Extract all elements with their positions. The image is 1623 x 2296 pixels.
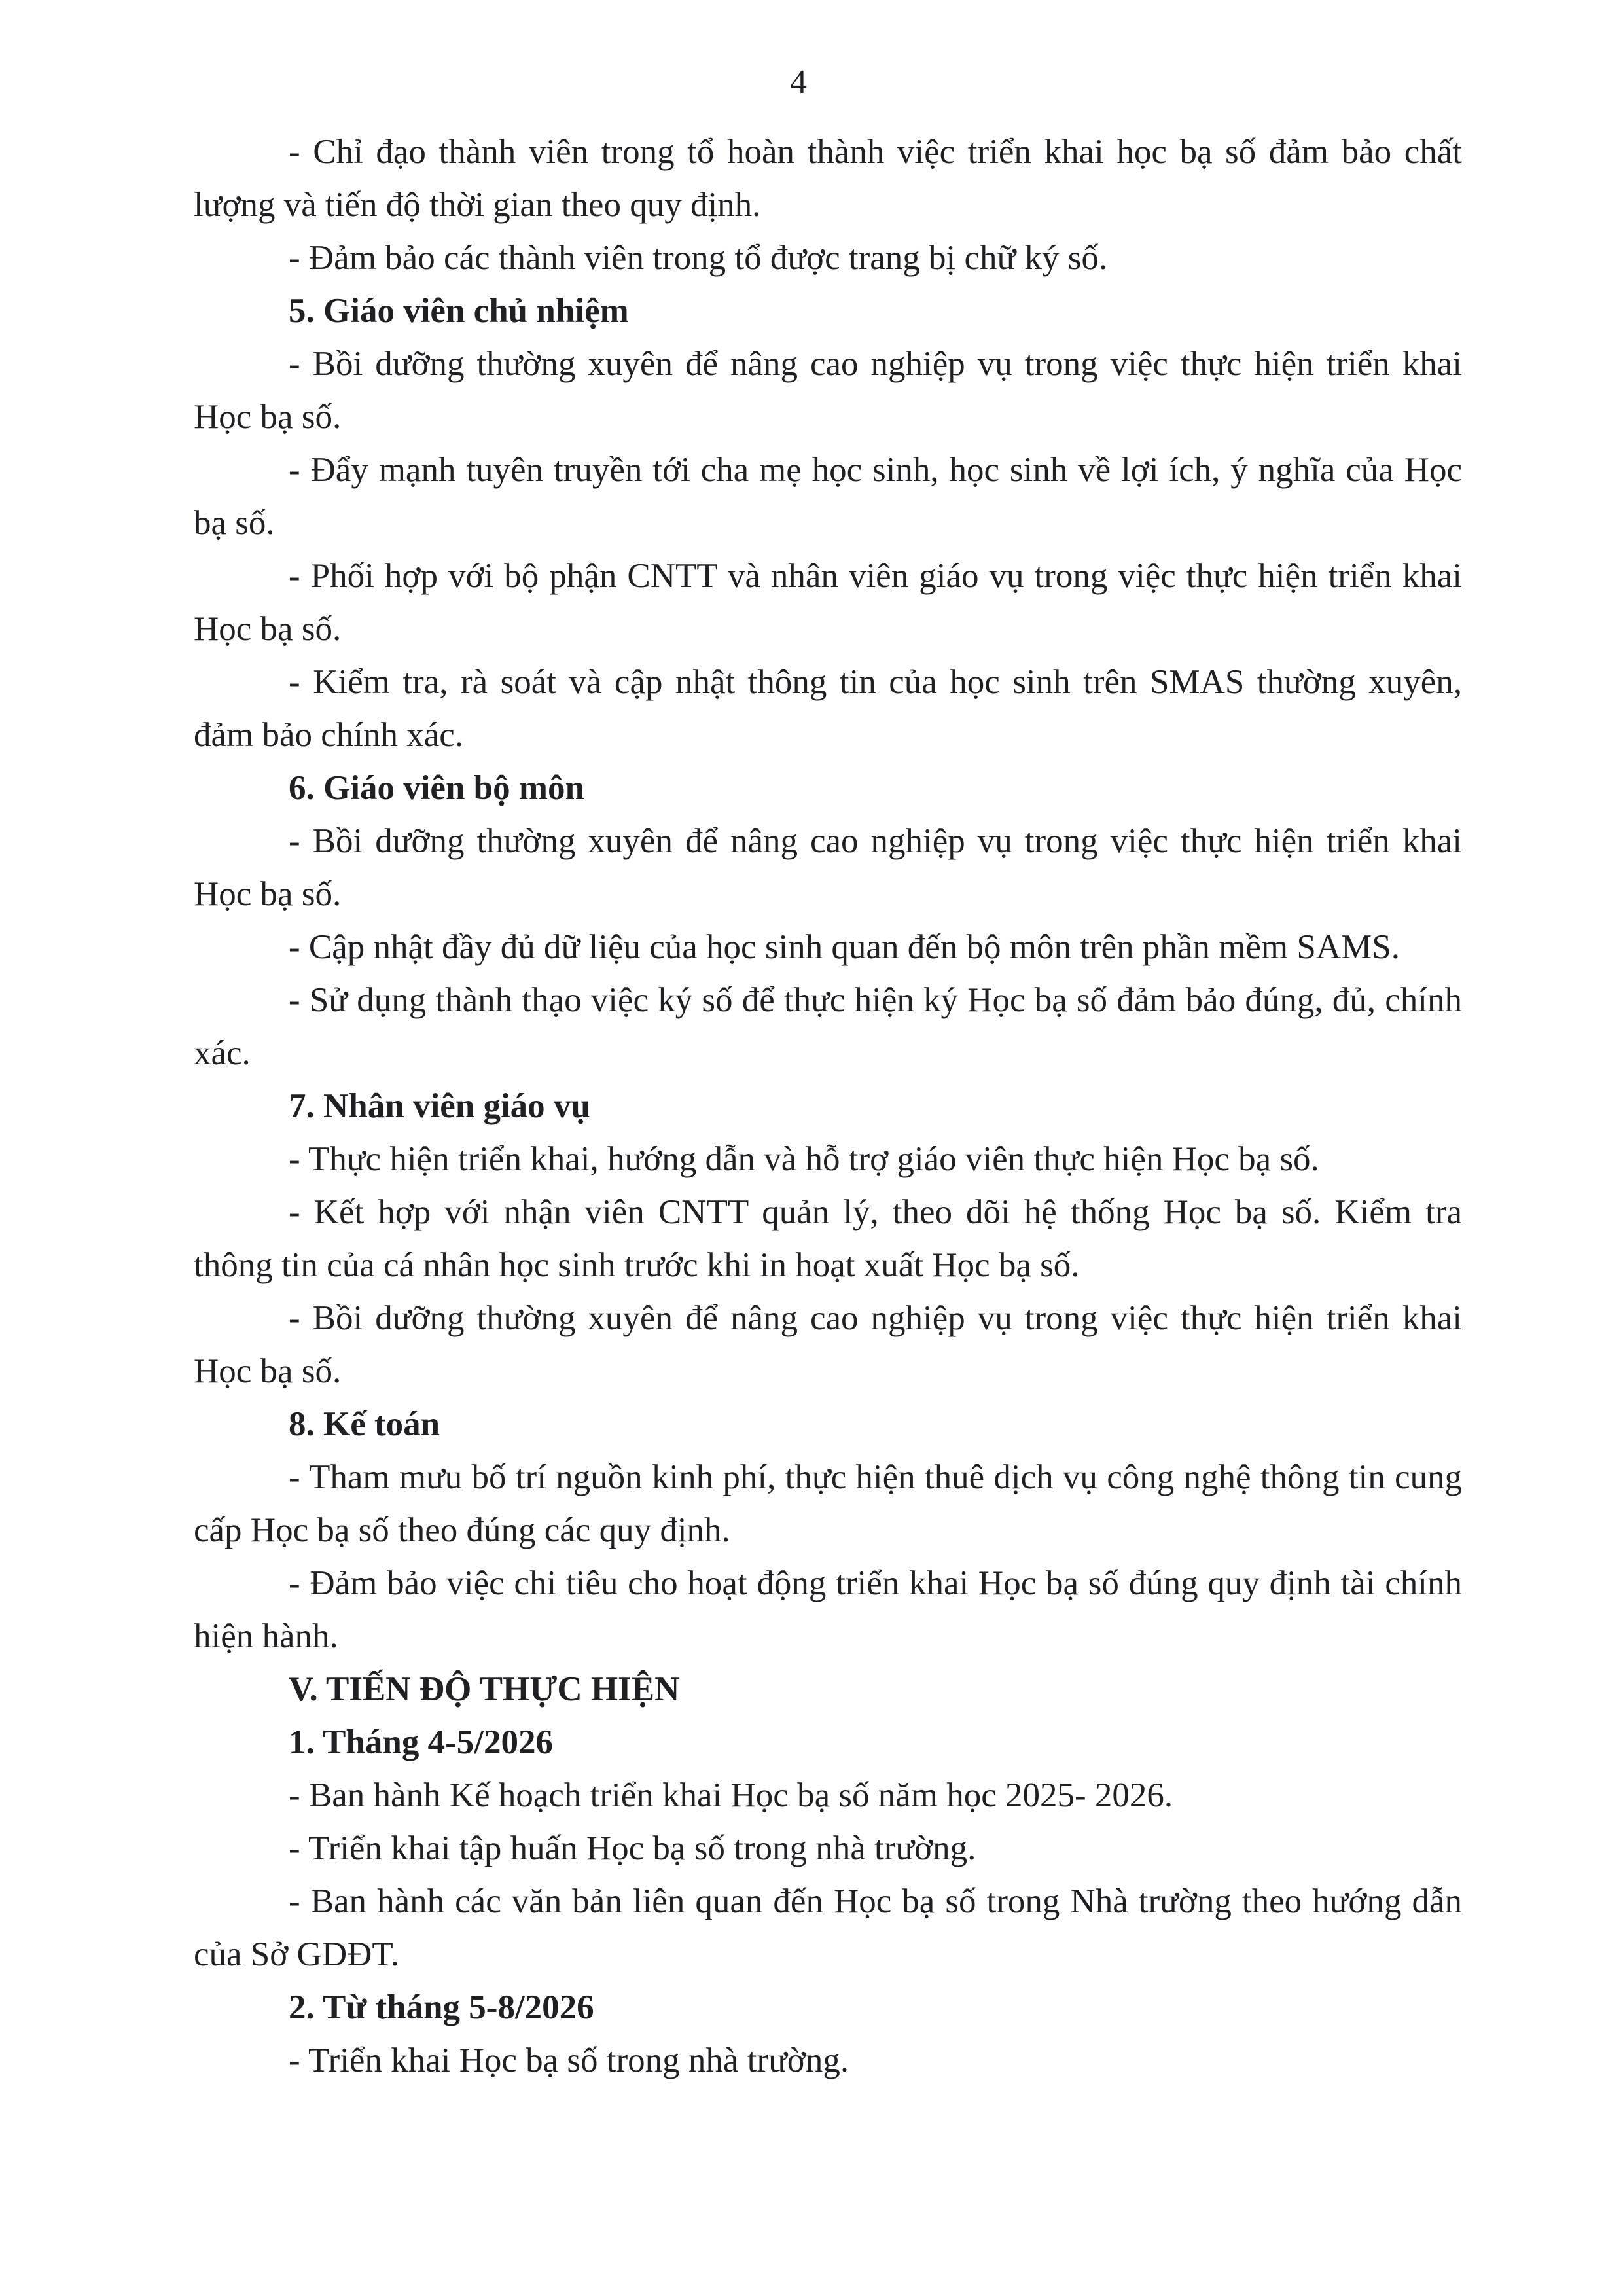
paragraph: - Bồi dưỡng thường xuyên để nâng cao nghiệp vụ trong việc thực hiện triển khai Học bạ số. (194, 345, 1462, 436)
page-number: 4 (790, 63, 807, 101)
paragraph: - Cập nhật đầy đủ dữ liệu của học sinh quan đến bộ môn trên phần mềm SAMS. (289, 928, 1400, 966)
paragraph: - Thực hiện triển khai, hướng dẫn và hỗ trợ giáo viên thực hiện Học bạ số. (289, 1140, 1319, 1178)
paragraph: - Tham mưu bố trí nguồn kinh phí, thực hiện thuê dịch vụ công nghệ thông tin cung cấp Học bạ số theo đúng các quy định. (194, 1458, 1462, 1549)
paragraph: - Bồi dưỡng thường xuyên để nâng cao nghiệp vụ trong việc thực hiện triển khai Học bạ số. (194, 1299, 1462, 1390)
paragraph: - Đảm bảo việc chi tiêu cho hoạt động triển khai Học bạ số đúng quy định tài chính hiện hành. (194, 1564, 1462, 1655)
paragraph: - Kiểm tra, rà soát và cập nhật thông tin của học sinh trên SMAS thường xuyên, đảm bảo chính xác. (194, 663, 1462, 754)
paragraph: - Đẩy mạnh tuyên truyền tới cha mẹ học sinh, học sinh về lợi ích, ý nghĩa của Học bạ số. (194, 451, 1462, 542)
paragraph: - Kết hợp với nhận viên CNTT quản lý, theo dõi hệ thống Học bạ số. Kiểm tra thông tin của cá nhân học sinh trước khi in hoạt xuất Học bạ số. (194, 1193, 1462, 1284)
section-heading: 2. Từ tháng 5-8/2026 (289, 1988, 594, 2026)
paragraph: - Phối hợp với bộ phận CNTT và nhân viên giáo vụ trong việc thực hiện triển khai Học bạ số. (194, 557, 1462, 648)
paragraph: - Triển khai Học bạ số trong nhà trường. (289, 2041, 849, 2079)
chapter-heading: V. TIẾN ĐỘ THỰC HIỆN (289, 1670, 680, 1708)
section-heading: 1. Tháng 4-5/2026 (289, 1723, 553, 1761)
paragraph: - Sử dụng thành thạo việc ký số để thực hiện ký Học bạ số đảm bảo đúng, đủ, chính xác. (194, 981, 1462, 1072)
section-heading: 8. Kế toán (289, 1405, 440, 1443)
paragraph: - Ban hành các văn bản liên quan đến Học bạ số trong Nhà trường theo hướng dẫn của Sở GDĐT. (194, 1882, 1462, 1973)
paragraph: - Bồi dưỡng thường xuyên để nâng cao nghiệp vụ trong việc thực hiện triển khai Học bạ số. (194, 822, 1462, 913)
section-heading: 5. Giáo viên chủ nhiệm (289, 292, 629, 330)
paragraph: - Đảm bảo các thành viên trong tổ được trang bị chữ ký số. (289, 239, 1108, 277)
section-heading: 7. Nhân viên giáo vụ (289, 1087, 590, 1125)
paragraph: - Chỉ đạo thành viên trong tổ hoàn thành việc triển khai học bạ số đảm bảo chất lượng và tiến độ thời gian theo quy định. (194, 133, 1462, 224)
paragraph: - Ban hành Kế hoạch triển khai Học bạ số năm học 2025- 2026. (289, 1776, 1173, 1814)
paragraph: - Triển khai tập huấn Học bạ số trong nhà trường. (289, 1829, 976, 1867)
section-heading: 6. Giáo viên bộ môn (289, 769, 585, 807)
